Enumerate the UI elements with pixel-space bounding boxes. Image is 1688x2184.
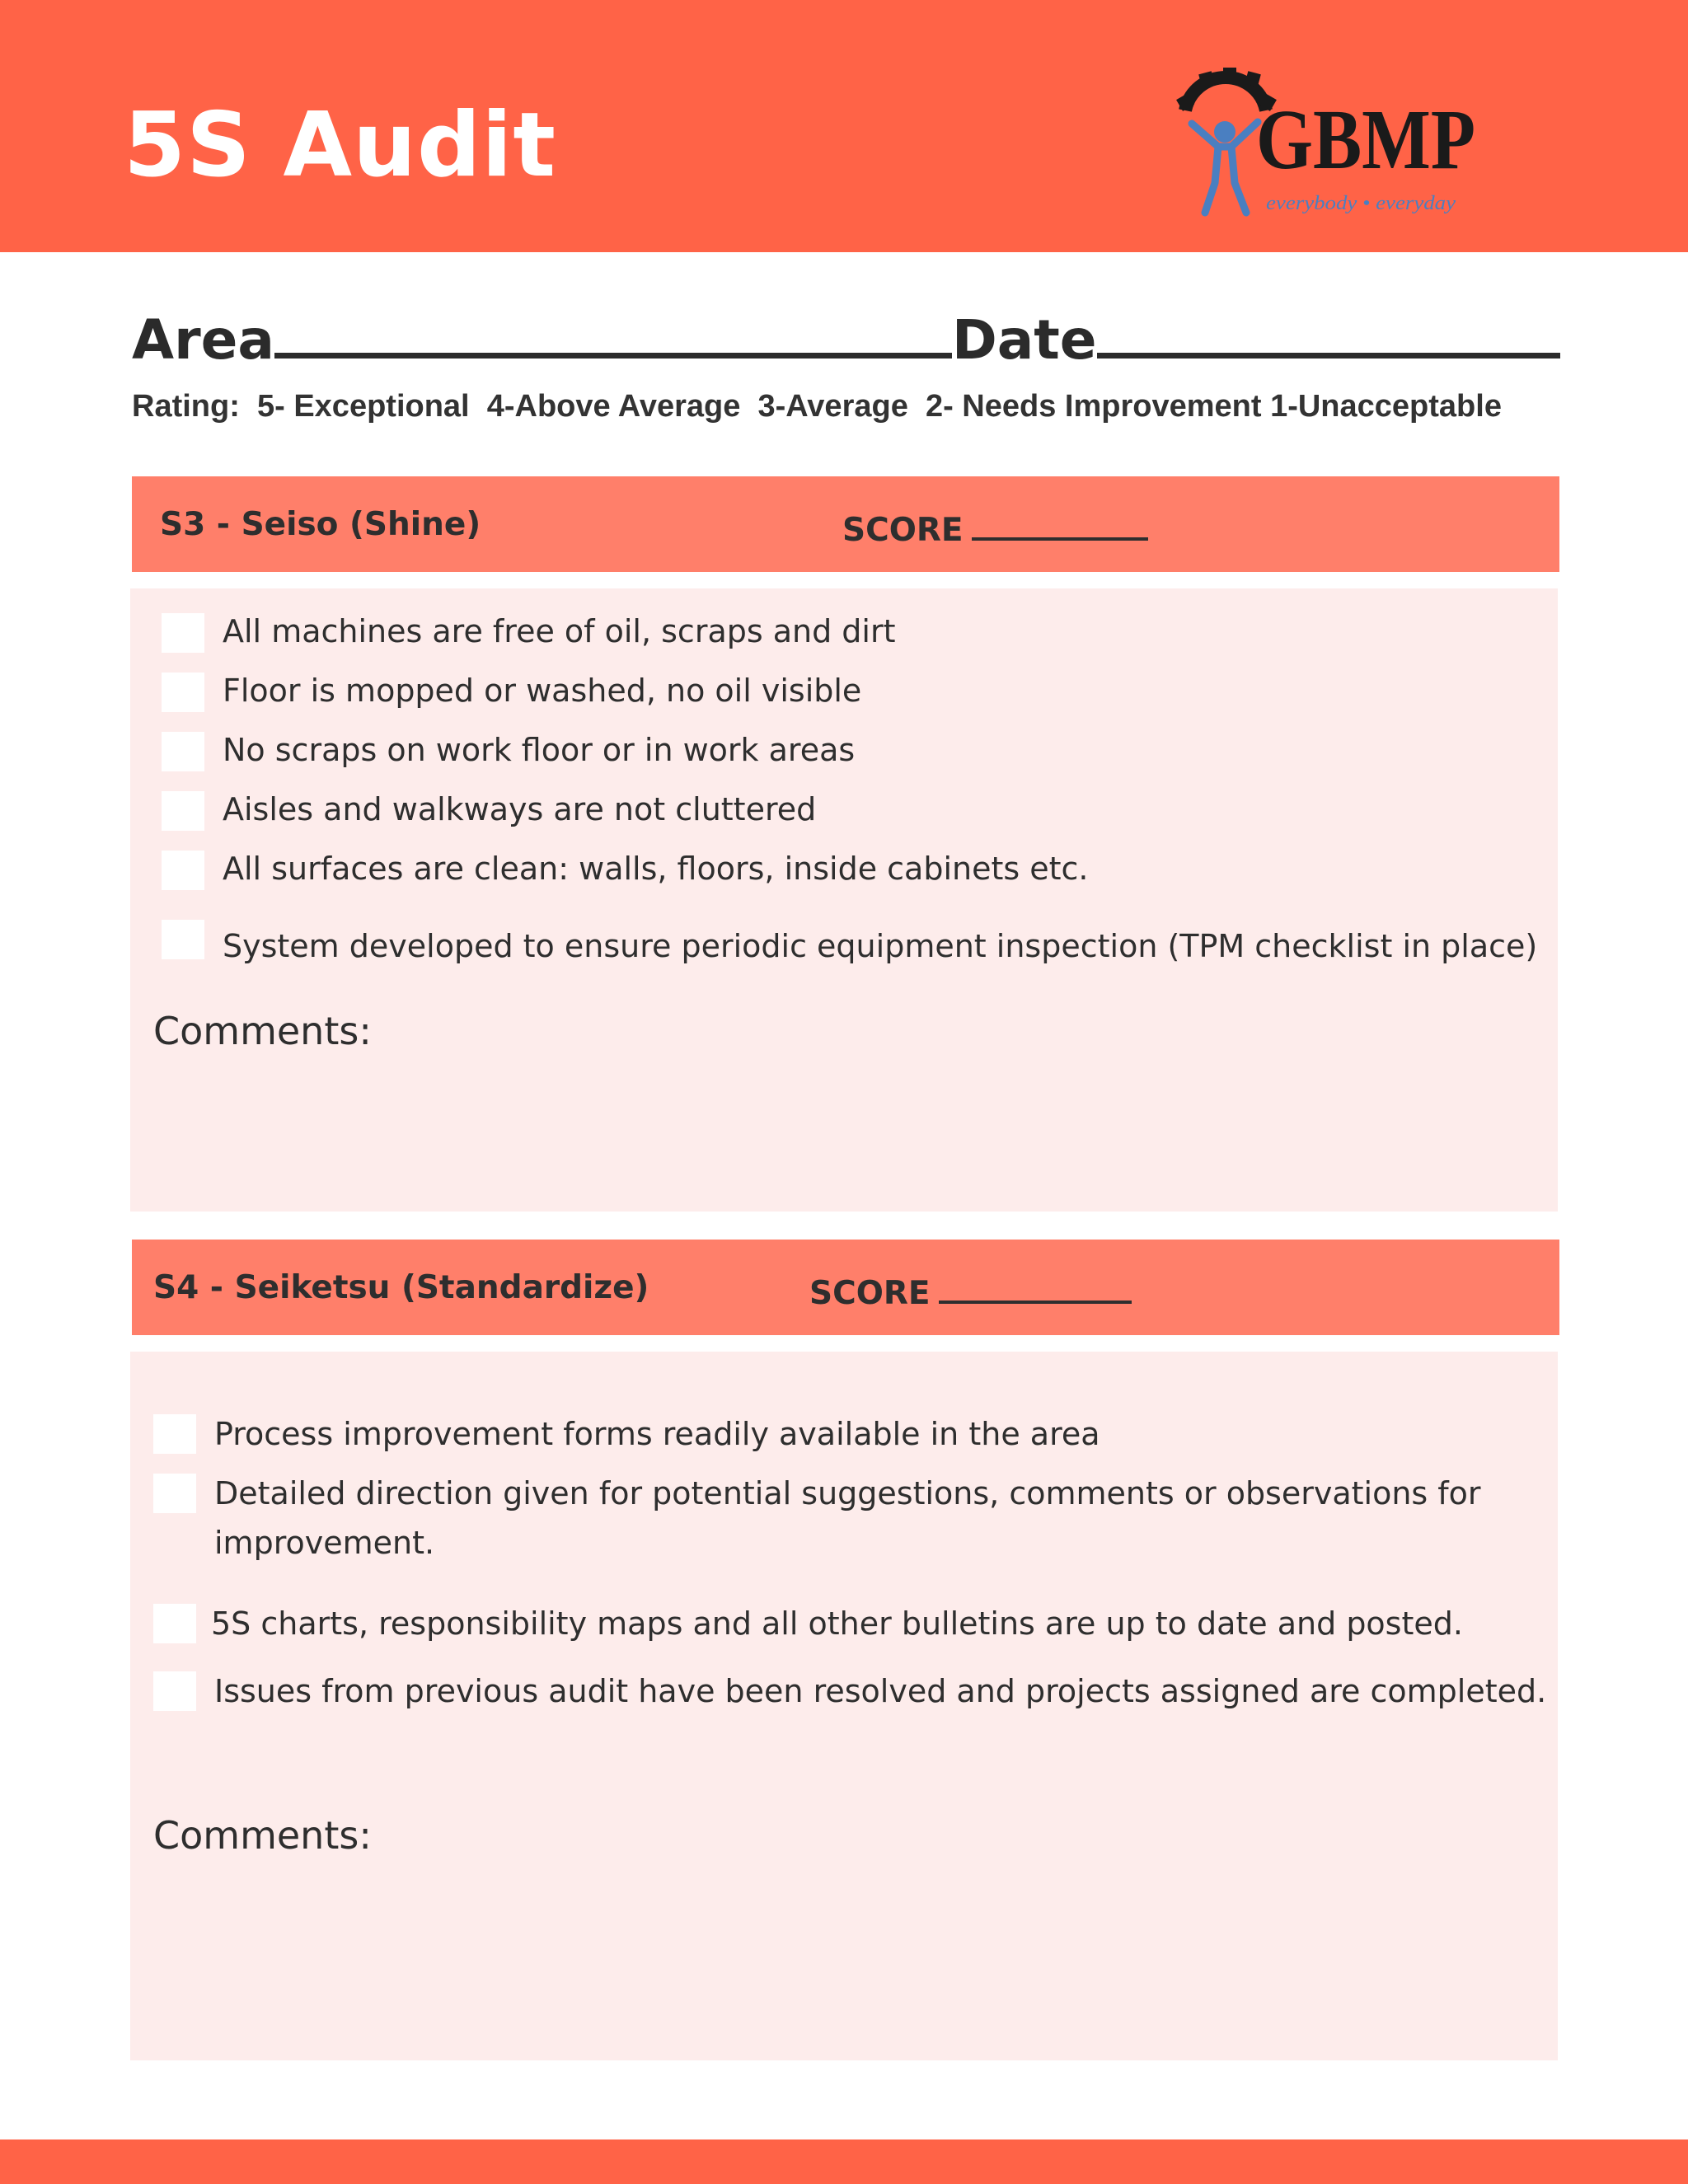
section-header-s3: [132, 476, 1559, 572]
section-title: S4 - Seiketsu (Standardize): [153, 1269, 649, 1306]
date-field[interactable]: [1097, 303, 1560, 359]
checklist-item: Detailed direction given for potential suggestions, comments or observations for: [214, 1475, 1481, 1511]
checkbox[interactable]: [162, 732, 204, 771]
checkbox[interactable]: [153, 1604, 196, 1643]
logo-tagline: everybody • everyday: [1266, 193, 1456, 214]
score-field[interactable]: [809, 1269, 1132, 1312]
logo-wordmark: GBMP: [1256, 92, 1475, 187]
checklist-item: Aisles and walkways are not cluttered: [223, 791, 817, 827]
checkbox[interactable]: [153, 1414, 196, 1454]
checkbox[interactable]: [162, 851, 204, 890]
gbmp-logo: [1169, 68, 1482, 224]
checklist-item: Process improvement forms readily available in the area: [214, 1416, 1100, 1452]
checkbox[interactable]: [153, 1671, 196, 1711]
area-field[interactable]: [274, 303, 952, 359]
checkbox[interactable]: [153, 1474, 196, 1513]
rating-scale: Rating: 5- Exceptional 4-Above Average 3-Average 2- Needs Improvement 1-Unacceptable: [132, 389, 1502, 424]
date-label: Date: [951, 308, 1097, 372]
checklist-item: Floor is mopped or washed, no oil visible: [223, 673, 862, 709]
checkbox[interactable]: [162, 613, 204, 653]
section-body-s3: [130, 588, 1558, 1212]
checkbox[interactable]: [162, 791, 204, 831]
score-label: SCORE: [809, 1275, 931, 1312]
footer-band: [0, 2139, 1688, 2184]
section-title: S3 - Seiso (Shine): [160, 506, 481, 543]
checklist-item-continued: improvement.: [214, 1525, 435, 1561]
checkbox[interactable]: [162, 920, 204, 959]
checklist-item: No scraps on work floor or in work areas: [223, 732, 856, 768]
comments-label: Comments:: [153, 1009, 372, 1053]
checklist-item: All machines are free of oil, scraps and dirt: [223, 613, 896, 649]
checklist-item: 5S charts, responsibility maps and all other bulletins are up to date and posted.: [211, 1605, 1463, 1642]
checkbox[interactable]: [162, 673, 204, 712]
checklist-item: Issues from previous audit have been resolved and projects assigned are completed.: [214, 1673, 1547, 1709]
section-body-s4: [130, 1352, 1558, 2060]
score-field[interactable]: [842, 506, 1148, 549]
score-blank[interactable]: [972, 506, 1148, 541]
page-title: 5S Audit: [124, 94, 556, 197]
section-header-s4: [132, 1240, 1559, 1335]
checklist-item: All surfaces are clean: walls, floors, inside cabinets etc.: [223, 851, 1089, 887]
area-date-fields: [132, 303, 1560, 377]
checklist-item: System developed to ensure periodic equipment inspection (TPM checklist in place): [223, 928, 1538, 964]
score-label: SCORE: [842, 512, 964, 549]
score-blank[interactable]: [939, 1269, 1132, 1304]
area-label: Area: [132, 308, 274, 372]
comments-label: Comments:: [153, 1813, 372, 1858]
